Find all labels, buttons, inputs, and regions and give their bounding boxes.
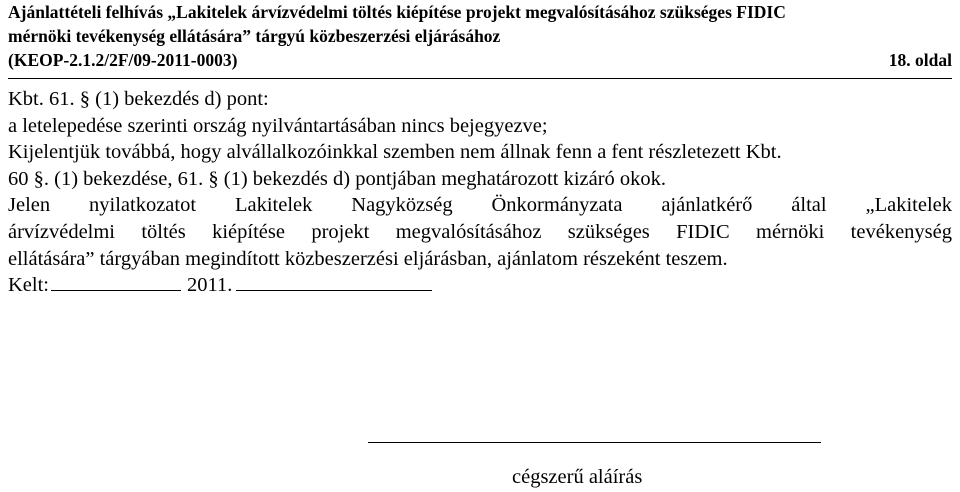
page-number: 18. oldal	[888, 50, 952, 70]
document-header	[8, 0, 952, 72]
kelt-year: 2011.	[187, 274, 233, 297]
date-blank-field-2	[236, 272, 432, 291]
header-title-line-2: mérnöki tevékenység ellátására” tárgyú közbeszerzési eljárásához	[8, 26, 501, 46]
signature-label: cégszerű aláírás	[512, 466, 643, 488]
body-line-4: 60 §. (1) bekezdése, 61. § (1) bekezdés d) pontjában meghatározott kizáró okok.	[8, 167, 667, 190]
body-line-3: Kijelentjük továbbá, hogy alvállalkozóinkkal szemben nem állnak fenn a fent részletezett Kbt.	[8, 141, 782, 164]
document-body	[8, 86, 952, 299]
signature-line	[368, 442, 821, 443]
date-blank-field	[51, 272, 181, 291]
kelt-label: Kelt:	[8, 274, 49, 297]
statement-line-2: árvízvédelmi töltés kiépítése projekt megvalósításához szükséges FIDIC mérnöki tevékenység	[8, 220, 952, 243]
statement-line-3: ellátására” tárgyában megindított közbeszerzési eljárásban, ajánlatom részeként teszem.	[8, 247, 728, 270]
kelt-line	[8, 272, 952, 299]
header-reference-line	[8, 48, 952, 72]
body-line-1: Kbt. 61. § (1) bekezdés d) pont:	[8, 88, 269, 110]
header-title-line-1: Ajánlattételi felhívás „Lakitelek árvízvédelmi töltés kiépítése projekt megvalósításához szükséges FIDIC	[8, 2, 786, 22]
header-divider	[8, 78, 952, 79]
project-reference: (KEOP-2.1.2/2F/09-2011-0003)	[8, 50, 238, 70]
statement-line-1: Jelen nyilatkozatot Lakitelek Nagyközség Önkormányzata ajánlatkérő által „Lakitelek	[8, 194, 952, 217]
body-line-2: a letelepedése szerinti ország nyilvántartásában nincs bejegyezve;	[8, 114, 548, 137]
